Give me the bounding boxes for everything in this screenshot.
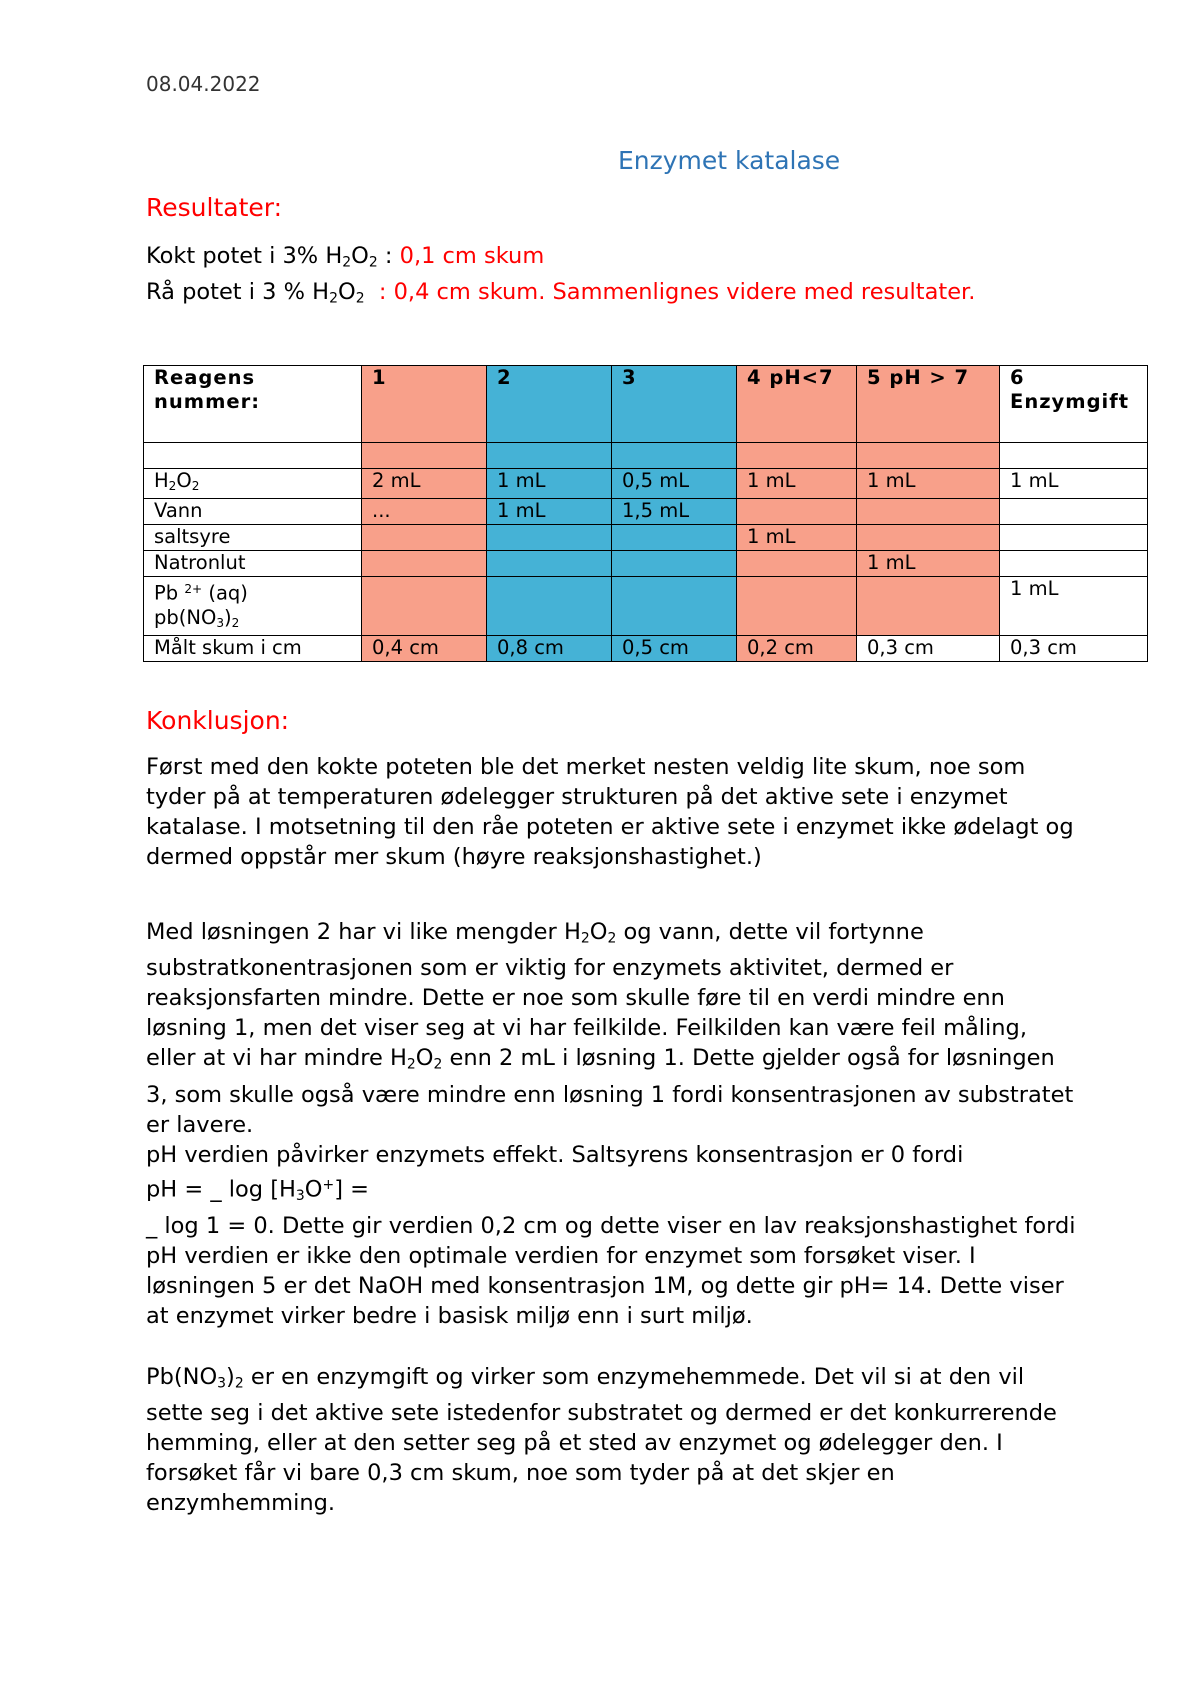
paragraph-text: Med løsningen 2 har vi like mengder $H_2O_2$ og vann, dette vil fortynne substratkonentrasjonen som er viktig for enzymets aktivitet, dermed er reaksjonsfarten mindre. Dette er noe som skulle føre til en verdi mindre enn løsning 1, men det viser seg at vi har feilkilde. Feilkilden kan være feil måling, eller at vi har mindre $H_2O_2$ enn 2 mL i løsning 1. Dette gjelder også for løsningen 3, som skulle også være mindre enn løsning 1 fordi konsentrasjonen av substratet er lavere. — [146, 919, 1074, 1138]
table-cell: 1 mL — [487, 499, 612, 525]
table-row — [144, 525, 1148, 551]
row-label: Målt skum i cm — [144, 635, 362, 661]
table-cell — [1000, 551, 1148, 577]
result-raw-label: Rå potet i 3 % — [146, 279, 313, 305]
table-cell — [487, 577, 612, 636]
table-cell: 0,8 cm — [487, 635, 612, 661]
table-cell — [737, 499, 857, 525]
result-line-boiled: Kokt potet i 3% $H_2O_2$ : 0,1 cm skum — [146, 243, 545, 271]
table-cell: 1 mL — [737, 469, 857, 499]
paragraph-text: $Pb(NO_3)_2$ er en enzymgift og virker som enzymehemmede. Det vil si at den vil sette seg i det aktive sete istedenfor substratet og dermed er det konkurrerende hemming, eller at den setter seg på et sted av enzymet og ødelegger den. I forsøket får vi bare 0,3 cm skum, noe som tyder på at det skjer en enzymhemming. — [146, 1364, 1057, 1517]
table-row — [144, 635, 1148, 661]
table-cell — [1000, 499, 1148, 525]
document-title: Enzymet katalase — [618, 146, 841, 175]
row-label: saltsyre — [144, 525, 362, 551]
conclusion-paragraph-2 — [146, 917, 1076, 1140]
table-row — [144, 551, 1148, 577]
table-cell: 1 mL — [857, 469, 1000, 499]
header-cell-6: 6 Enzymgift — [1000, 366, 1148, 443]
table-cell: 1 mL — [487, 469, 612, 499]
formula-h2o2: $H_2O_2$ — [312, 279, 365, 307]
document-date: 08.04.2022 — [146, 72, 261, 96]
table-cell: 0,3 cm — [857, 635, 1000, 661]
header-cell-5: 5 pH > 7 — [857, 366, 1000, 443]
conclusion-heading: Konklusjon: — [146, 706, 290, 735]
table-cell — [612, 551, 737, 577]
row-label: Vann — [144, 499, 362, 525]
result-boiled-value: 0,1 cm skum — [399, 243, 545, 269]
table-cell — [362, 577, 487, 636]
reagent-table — [143, 365, 1148, 662]
formula-h2o2: $H_2O_2$ — [325, 243, 378, 271]
header-cell-1: 1 — [362, 366, 487, 443]
table-row — [144, 469, 1148, 499]
table-cell — [612, 577, 737, 636]
header-cell-2: 2 — [487, 366, 612, 443]
table-cell — [487, 525, 612, 551]
table-cell — [487, 551, 612, 577]
table-cell: 0,5 cm — [612, 635, 737, 661]
row-label: Natronlut — [144, 551, 362, 577]
result-raw-value: : 0,4 cm skum. Sammenlignes videre med resultater. — [378, 279, 976, 305]
row-label-h2o2: $H_2O_2$ — [144, 469, 362, 499]
table-header-row — [144, 366, 1148, 443]
result-boiled-label: Kokt potet i 3% — [146, 243, 326, 269]
table-cell — [362, 551, 487, 577]
table-cell: 1 mL — [1000, 577, 1148, 636]
conclusion-paragraph-4 — [146, 1362, 1076, 1518]
table-cell: 1 mL — [1000, 469, 1148, 499]
table-cell: 2 mL — [362, 469, 487, 499]
header-cell-label: Reagens nummer: — [144, 366, 362, 443]
table-row — [144, 499, 1148, 525]
conclusion-paragraph-1 — [146, 752, 1076, 872]
table-cell: 0,5 mL — [612, 469, 737, 499]
table-cell — [737, 577, 857, 636]
results-heading: Resultater: — [146, 193, 283, 222]
table-cell — [612, 525, 737, 551]
table-cell: 1 mL — [737, 525, 857, 551]
paragraph-text: pH verdien påvirker enzymets effekt. Saltsyrens konsentrasjon er 0 fordi pH = _ $\log [H_3O^+]$ = _ log 1 = 0. Dette gir verdien 0,2 cm og dette viser en lav reaksjonshastighet fordi pH verdien er ikke den optimale verdien for enzymet som forsøket viser. I løsningen 5 er det NaOH med konsentrasjon 1M, og dette gir pH= 14. Dette viser at enzymet virker bedre i basisk miljø enn i surt miljø. — [146, 1142, 1076, 1330]
table-cell: 1 mL — [857, 551, 1000, 577]
result-line-raw — [146, 279, 975, 306]
header-cell-3: 3 — [612, 366, 737, 443]
table-cell — [362, 525, 487, 551]
table-cell — [1000, 525, 1148, 551]
table-cell: 0,4 cm — [362, 635, 487, 661]
table-row-empty — [144, 443, 1148, 469]
table-row — [144, 577, 1148, 636]
conclusion-paragraph-3 — [146, 1140, 1076, 1331]
table-cell: ... — [362, 499, 487, 525]
table-cell: 1,5 mL — [612, 499, 737, 525]
row-label-pb: Pb $^{2+}$ (aq) $pb(NO_3)_2$ — [144, 577, 362, 636]
table-cell — [857, 525, 1000, 551]
table-cell — [737, 551, 857, 577]
table-cell — [857, 577, 1000, 636]
table-cell: 0,3 cm — [1000, 635, 1148, 661]
header-cell-4: 4 pH<7 — [737, 366, 857, 443]
table-cell — [857, 499, 1000, 525]
paragraph-text: Først med den kokte poteten ble det merket nesten veldig lite skum, noe som tyder på at temperaturen ødelegger strukturen på det aktive sete i enzymet katalase. I motsetning til den råe poteten er aktive sete i enzymet ikke ødelagt og dermed oppstår mer skum (høyre reaksjonshastighet.) — [146, 754, 1074, 870]
table-cell: 0,2 cm — [737, 635, 857, 661]
